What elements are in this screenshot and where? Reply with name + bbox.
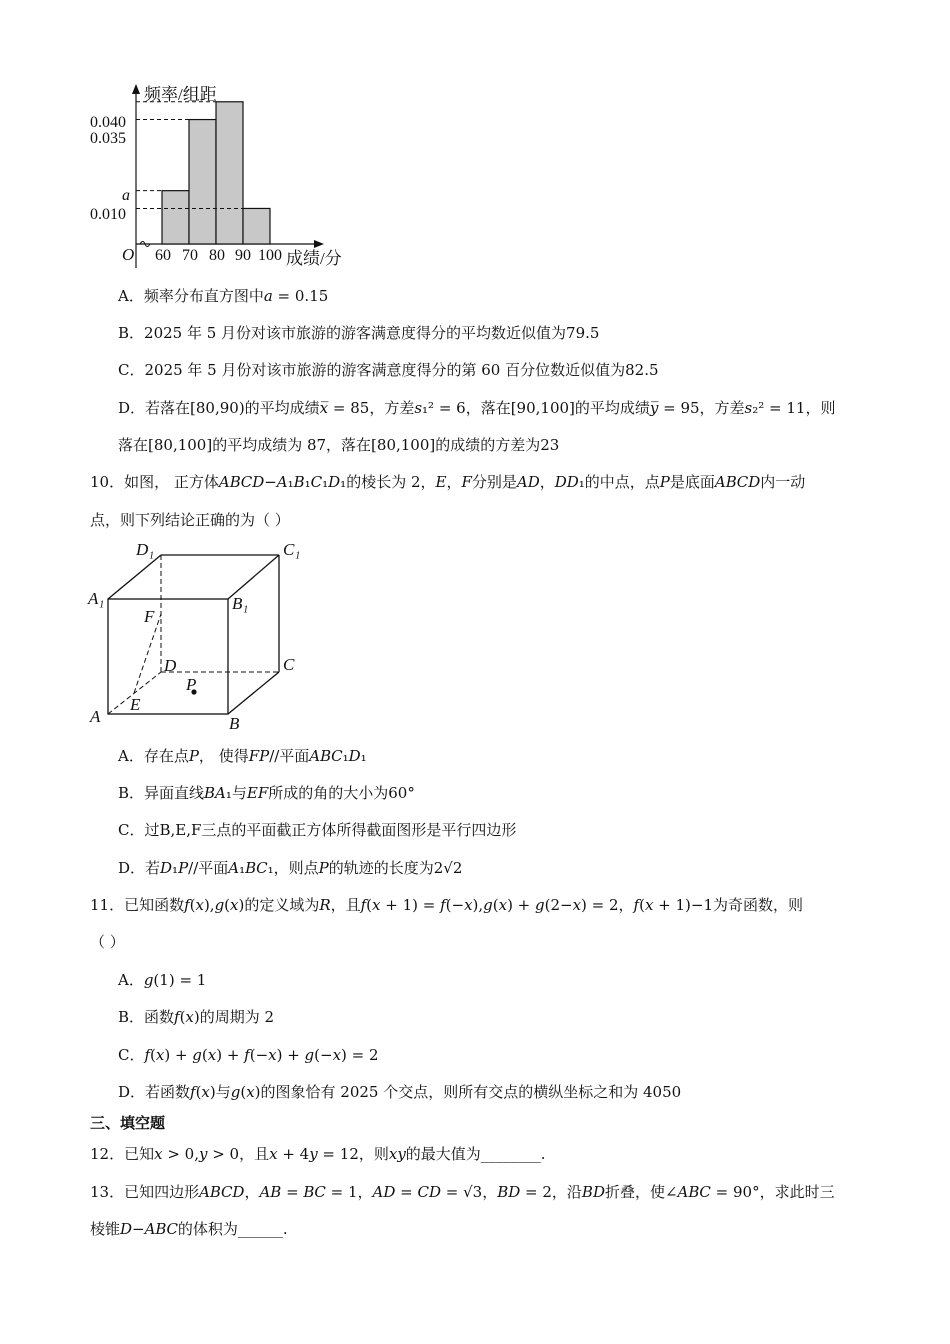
x-tick-label: 70	[182, 247, 198, 264]
y-tick-label: a	[122, 187, 130, 204]
cube-label-c: C	[283, 655, 295, 674]
y-axis-label: 频率/组距	[144, 85, 217, 104]
x-tick-label: 60	[155, 247, 171, 264]
y-tick-label: 0.010	[90, 206, 126, 223]
q12-stem: 12．已知𝑥 > 0,𝑦 > 0，且𝑥 + 4𝑦 = 12，则𝑥𝑦的最大值为________.	[90, 1145, 546, 1163]
q11-option-b: B．函数𝑓(𝑥)的周期为 2	[118, 1008, 275, 1026]
cube-label-d1: D₁	[136, 540, 155, 559]
q11-option-d: D．若函数𝑓(𝑥)与𝑔(𝑥)的图象恰有 2025 个交点，则所有交点的横纵坐标之和为 4050	[118, 1083, 682, 1101]
q10-option-b: B．异面直线𝐵𝐴₁与𝐸𝐹所成的角的大小为60°	[118, 784, 415, 802]
q9-option-d: D．若落在[80,90)的平均成绩𝑥̅ = 85，方差𝑠₁² = 6，落在[90,100]的平均成绩𝑦̅ = 95，方差𝑠₂² = 11，则	[118, 399, 836, 417]
q10-stem-cont: 点，则下列结论正确的为（ ）	[90, 511, 290, 529]
cube-label-a1: A₁	[88, 589, 105, 608]
x-axis-arrow	[314, 240, 324, 248]
q10-option-c: C．过B,E,F三点的平面截正方体所得截面图形是平行四边形	[118, 821, 517, 839]
cube-label-f: F	[144, 607, 155, 626]
cube-label-p: P	[186, 675, 197, 694]
histogram-bar	[216, 102, 243, 244]
histogram-bar	[243, 208, 270, 244]
q9-option-d-cont: 落在[80,100]的平均成绩为 87，落在[80,100]的成绩的方差为23	[118, 436, 560, 454]
cube-label-a: A	[90, 707, 101, 726]
x-tick-label: 90	[235, 247, 251, 264]
cube-label-d: D	[164, 656, 177, 675]
y-axis-arrow	[132, 84, 140, 94]
cube-label-b: B	[229, 714, 240, 733]
q10-stem: 10．如图， 正方体𝐴𝐵𝐶𝐷−𝐴₁𝐵₁𝐶₁𝐷₁的棱长为 2，𝐸，𝐹分别是𝐴𝐷，𝐷𝐷₁的中点，点𝑃是底面𝐴𝐵𝐶𝐷内一动	[90, 473, 806, 491]
q9-option-a: A．频率分布直方图中𝑎 = 0.15	[118, 287, 329, 305]
cube-diagram	[86, 537, 311, 735]
q10-option-d: D．若𝐷₁𝑃//平面𝐴₁𝐵𝐶₁，则点𝑃的轨迹的长度为2√2	[118, 859, 463, 877]
y-tick-label: 0.040	[90, 114, 126, 131]
q9-option-b: B．2025 年 5 月份对该市旅游的游客满意度得分的平均数近似值为79.5	[118, 324, 600, 342]
origin-label: O	[122, 245, 135, 264]
q11-stem-cont: （ ）	[90, 933, 125, 951]
q13-stem: 13．已知四边形𝐴𝐵𝐶𝐷，𝐴𝐵 = 𝐵𝐶 = 1，𝐴𝐷 = 𝐶𝐷 = √3，𝐵𝐷 = 2，沿𝐵𝐷折叠，使∠𝐴𝐵𝐶 = 90°，求此时三	[90, 1183, 835, 1201]
q11-stem: 11．已知函数𝑓(𝑥),𝑔(𝑥)的定义域为𝑅，且𝑓(𝑥 + 1) = 𝑓(−𝑥),𝑔(𝑥) + 𝑔(2−𝑥) = 2，𝑓(𝑥 + 1)−1为奇函数，则	[90, 896, 804, 914]
x-axis-label: 成绩/分	[286, 249, 342, 268]
x-tick-label: 80	[209, 247, 225, 264]
q13-stem-cont: 棱锥𝐷−𝐴𝐵𝐶的体积为______.	[90, 1220, 288, 1238]
cube-label-c1: C₁	[283, 540, 301, 559]
cube-label-b1: B₁	[232, 594, 249, 613]
histogram-bar	[162, 191, 189, 244]
q9-option-c: C．2025 年 5 月份对该市旅游的游客满意度得分的第 60 百分位数近似值为82.5	[118, 361, 659, 379]
y-tick-label: 0.035	[90, 130, 126, 147]
x-tick-label: 100	[258, 247, 282, 264]
histogram-bar	[189, 120, 216, 244]
q11-option-a: A．𝑔(1) = 1	[118, 971, 207, 989]
section-heading: 三、填空题	[90, 1114, 166, 1132]
histogram-bars	[162, 102, 270, 244]
frequency-histogram	[80, 78, 370, 273]
cube-label-e: E	[130, 695, 141, 714]
q11-option-c: C．𝑓(𝑥) + 𝑔(𝑥) + 𝑓(−𝑥) + 𝑔(−𝑥) = 2	[118, 1046, 379, 1064]
q10-option-a: A．存在点𝑃， 使得𝐹𝑃//平面𝐴𝐵𝐶₁𝐷₁	[118, 747, 367, 765]
